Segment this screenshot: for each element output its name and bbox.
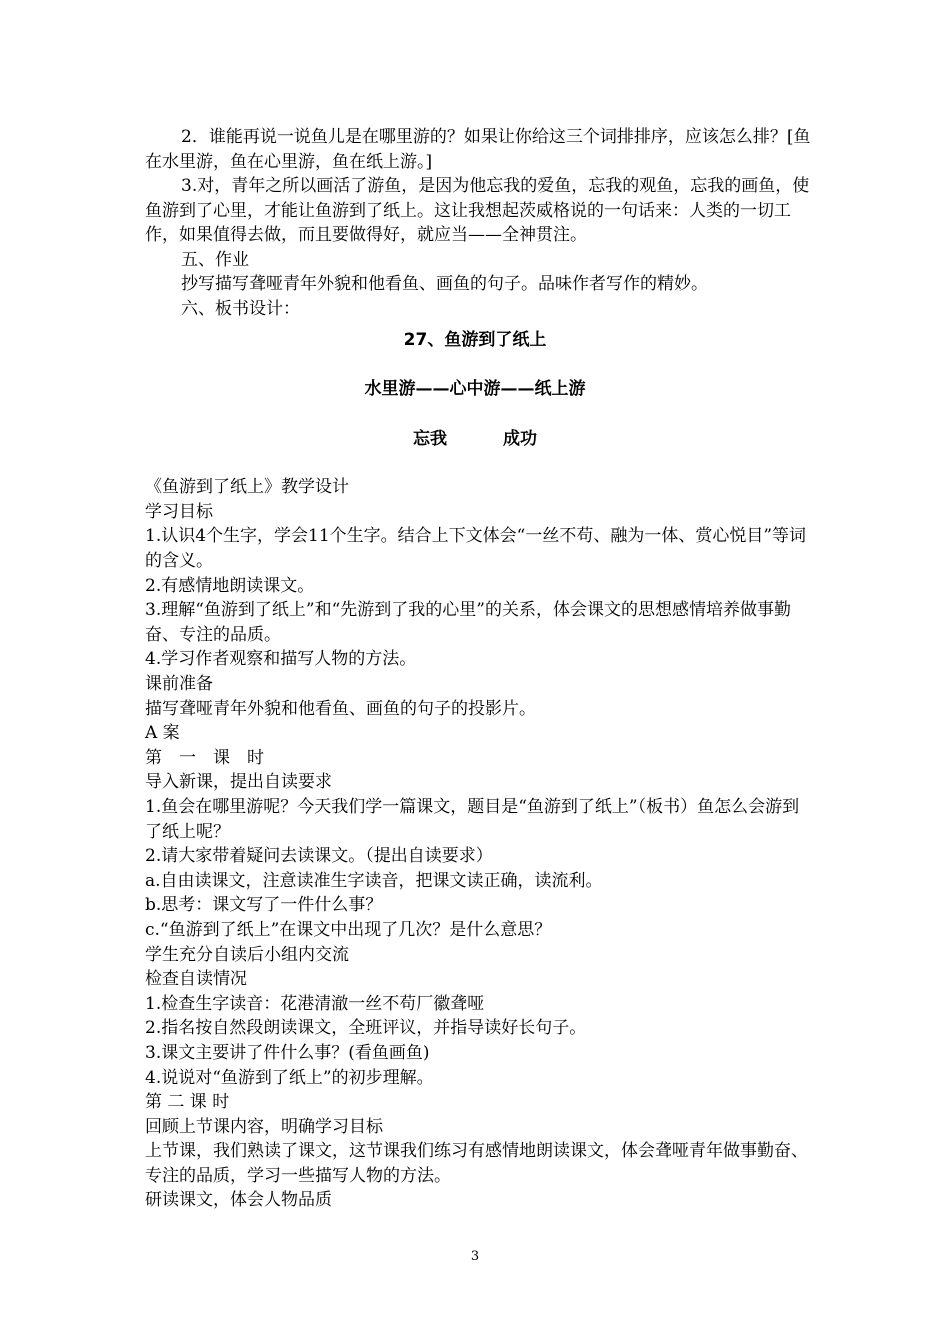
board-title: 27、鱼游到了纸上 [403, 330, 547, 350]
board-line-2 [0, 424, 950, 449]
review-heading: 回顾上节课内容，明确学习目标 [145, 1117, 383, 1137]
intro-1: 1.鱼会在哪里游呢？今天我们学一篇课文，题目是“鱼游到了纸上”（板书）鱼怎么会游到了纸上呢？ [145, 797, 800, 842]
board-line-1: 水里游——心中游——纸上游 [364, 379, 586, 399]
lesson-2-heading: 第 二 课 时 [145, 1092, 230, 1112]
goal-1: 1.认识4个生字，学会11个生字。结合上下文体会“一丝不苟、融为一体、赏心悦目”等词的含义。 [145, 526, 807, 571]
lesson-1-heading: 第 一 课 时 [145, 748, 264, 768]
homework-heading: 五、作业 [181, 250, 249, 270]
paragraph-3: 3.对，青年之所以画活了游鱼，是因为他忘我的爱鱼，忘我的观鱼，忘我的画鱼，使鱼游到了心里，才能让鱼游到了纸上。这让我想起茨威格说的一句话来：人类的一切工作，如果值得去做，而且要做得好，就应当——全神贯注。 [145, 176, 810, 246]
check-4: 4.说说对“鱼游到了纸上”的初步理解。 [145, 1068, 434, 1088]
check-3: 3.课文主要讲了件什么事？(看鱼画鱼) [145, 1043, 430, 1063]
review-text: 上节课，我们熟读了课文，这节课我们练习有感情地朗读课文，体会聋哑青年做事勤奋、专注的品质，学习一些描写人物的方法。 [145, 1141, 808, 1186]
group-exchange: 学生充分自读后小组内交流 [145, 945, 349, 965]
check-1: 1.检查生字读音：花港清澈一丝不苟厂徽聋哑 [145, 994, 485, 1014]
requirement-a: a.自由读课文，注意读准生字读音，把课文读正确，读流利。 [145, 871, 603, 891]
homework-text: 抄写描写聋哑青年外貌和他看鱼、画鱼的句子。品味作者写作的精妙。 [181, 274, 708, 294]
study-heading: 研读课文，体会人物品质 [145, 1190, 332, 1210]
goal-2: 2.有感情地朗读课文。 [145, 576, 315, 596]
board-design-heading: 六、板书设计： [181, 299, 300, 319]
goal-4: 4.学习作者观察和描写人物的方法。 [145, 649, 417, 669]
goals-heading: 学习目标 [145, 502, 213, 522]
page-number: 3 [470, 1249, 480, 1264]
check-heading: 检查自读情况 [145, 969, 247, 989]
board-word-2: 成功 [503, 429, 537, 449]
intro-heading: 导入新课，提出自读要求 [145, 772, 332, 792]
goal-3: 3.理解“鱼游到了纸上”和“先游到了我的心里”的关系，体会课文的思想感情培养做事勤奋、专注的品质。 [145, 600, 791, 645]
prep-heading: 课前准备 [145, 674, 213, 694]
check-2: 2.指名按自然段朗读课文，全班评议，并指导读好长句子。 [145, 1018, 587, 1038]
board-word-1: 忘我 [413, 429, 447, 449]
intro-2: 2.请大家带着疑问去读课文。（提出自读要求） [145, 846, 493, 866]
plan-a-label: A 案 [145, 723, 180, 743]
requirement-b: b.思考：课文写了一件什么事？ [145, 895, 383, 915]
prep-text: 描写聋哑青年外貌和他看鱼、画鱼的句子的投影片。 [145, 699, 536, 719]
document-title: 《鱼游到了纸上》教学设计 [145, 477, 349, 497]
requirement-c: c.“鱼游到了纸上”在课文中出现了几次？是什么意思？ [145, 920, 552, 940]
paragraph-2: 2．谁能再说一说鱼儿是在哪里游的？如果让你给这三个词排排序，应该怎么排？[鱼在水里游，鱼在心里游，鱼在纸上游。] [145, 127, 811, 172]
